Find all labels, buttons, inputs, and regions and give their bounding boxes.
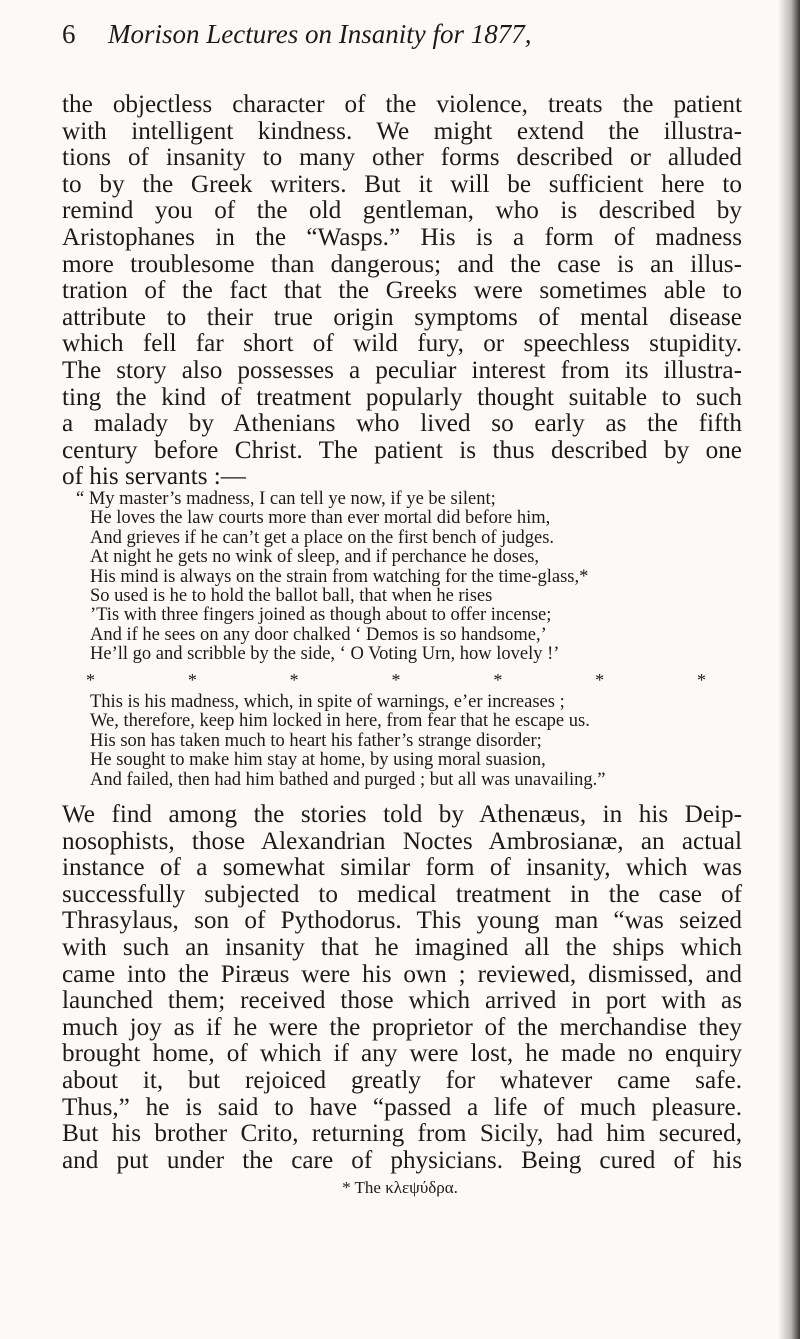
verse-2-line: We, therefore, keep him locked in here, from fear that he escape us. [90,711,590,732]
verse-1-line: His mind is always on the strain from watching for the time-glass,* [90,566,589,587]
verse-2-line: He sought to make him stay at home, by using moral suasion, [90,750,546,771]
paragraph-2-line: successfully subjected to medical treatment in the case of [62,880,742,908]
paragraph-2-line: brought home, of which if any were lost, he made no enquiry [62,1040,742,1068]
paragraph-1-line: the objectless character of the violence, treats the patient [62,91,742,118]
verse-1-line: And if he sees on any door chalked ‘ Demos is so handsome,’ [90,624,547,645]
paragraph-1-line: with intelligent kindness. We might extend the illustra- [62,117,742,145]
verse-quotation-1 [76,490,722,665]
footnote: * The κλεψύδρα. [342,1178,458,1197]
page-edge-shadow [778,0,800,1339]
asterisk: * [595,670,605,690]
asterisk: * [696,670,706,690]
paragraph-2-line: and put under the care of physicians. Being cured of his [62,1146,742,1174]
paragraph-1-line: which fell far short of wild fury, or speechless stupidity. [62,330,742,358]
verse-2-line: His son has taken much to heart his father’s strange disorder; [90,730,542,751]
verse-1-line: At night he gets no wink of sleep, and if perchance he doses, [90,547,540,568]
verse-1-line: ’Tis with three fingers joined as though about to offer incense; [90,605,552,626]
asterisk: * [391,670,401,690]
paragraph-2-line: But his brother Crito, returning from Sicily, had him secured, [62,1120,742,1148]
paragraph-2-line: nosophists, those Alexandrian Noctes Ambrosianæ, an actual [62,827,742,855]
verse-2-line: And failed, then had him bathed and purged ; but all was unavailing.” [90,769,606,790]
verse-quotation-2 [76,693,722,790]
paragraph-2-line: about it, but rejoiced greatly for whatever came safe. [62,1066,742,1094]
asterisk: * [86,670,95,690]
paragraph-1-line: tions of insanity to many other forms described or alluded [62,144,742,172]
verse-1-line: “ My master’s madness, I can tell ye now, if ye be silent; [76,489,496,509]
asterisk: * [187,670,197,690]
paragraph-1-line: more troublesome than dangerous; and the case is an illus- [62,250,742,278]
paragraph-2-line: We find among the stories told by Athenæus, in his Deip- [62,801,742,828]
paragraph-1-line: century before Christ. The patient is thus described by one [62,436,742,464]
paragraph-1 [62,92,742,491]
paragraph-1-line: Aristophanes in the “Wasps.” His is a form of madness [62,223,742,251]
paragraph-1-line: The story also possesses a peculiar interest from its illustra- [62,356,742,384]
verse-1-line: He loves the law courts more than ever mortal did before him, [90,508,551,529]
paragraph-1-line: ting the kind of treatment popularly thought suitable to such [62,383,742,411]
paragraph-2-line: with such an insanity that he imagined all the ships which [62,933,742,961]
page-number: 6 [62,19,76,49]
verse-1-line: He’ll go and scribble by the side, ‘ O Voting Urn, how lovely !’ [90,644,560,665]
running-title: Morison Lectures on Insanity for 1877, [108,19,532,49]
paragraph-2-line: came into the Piræus were his own ; reviewed, dismissed, and [62,960,742,988]
paragraph-2-line: instance of a somewhat similar form of insanity, which was [62,854,742,882]
paragraph-1-line: a malady by Athenians who lived so early as the fifth [62,410,742,438]
paragraph-1-line: of his servants :— [62,463,246,491]
asterisk-separator [86,670,706,691]
asterisk: * [493,670,503,690]
paragraph-1-line: to by the Greek writers. But it will be sufficient here to [62,170,742,198]
paragraph-2-line: much joy as if he were the proprietor of the merchandise they [62,1013,742,1041]
verse-1-line: So used is he to hold the ballot ball, that when he rises [90,586,493,607]
paragraph-2-line: Thrasylaus, son of Pythodorus. This young man “was seized [62,907,742,935]
paragraph-2 [62,802,742,1174]
running-header [62,14,752,54]
verse-2-line: This is his madness, which, in spite of warnings, e’er increases ; [90,692,565,712]
paragraph-2-line: Thus,” he is said to have “passed a life of much pleasure. [62,1093,742,1121]
paragraph-2-line: launched them; received those which arrived in port with as [62,987,742,1015]
verse-1-line: And grieves if he can’t get a place on the first bench of judges. [90,527,555,548]
paragraph-1-line: tration of the fact that the Greeks were sometimes able to [62,277,742,305]
asterisk: * [289,670,299,690]
paragraph-1-line: attribute to their true origin symptoms of mental disease [62,303,742,331]
paragraph-1-line: remind you of the old gentleman, who is described by [62,197,742,225]
